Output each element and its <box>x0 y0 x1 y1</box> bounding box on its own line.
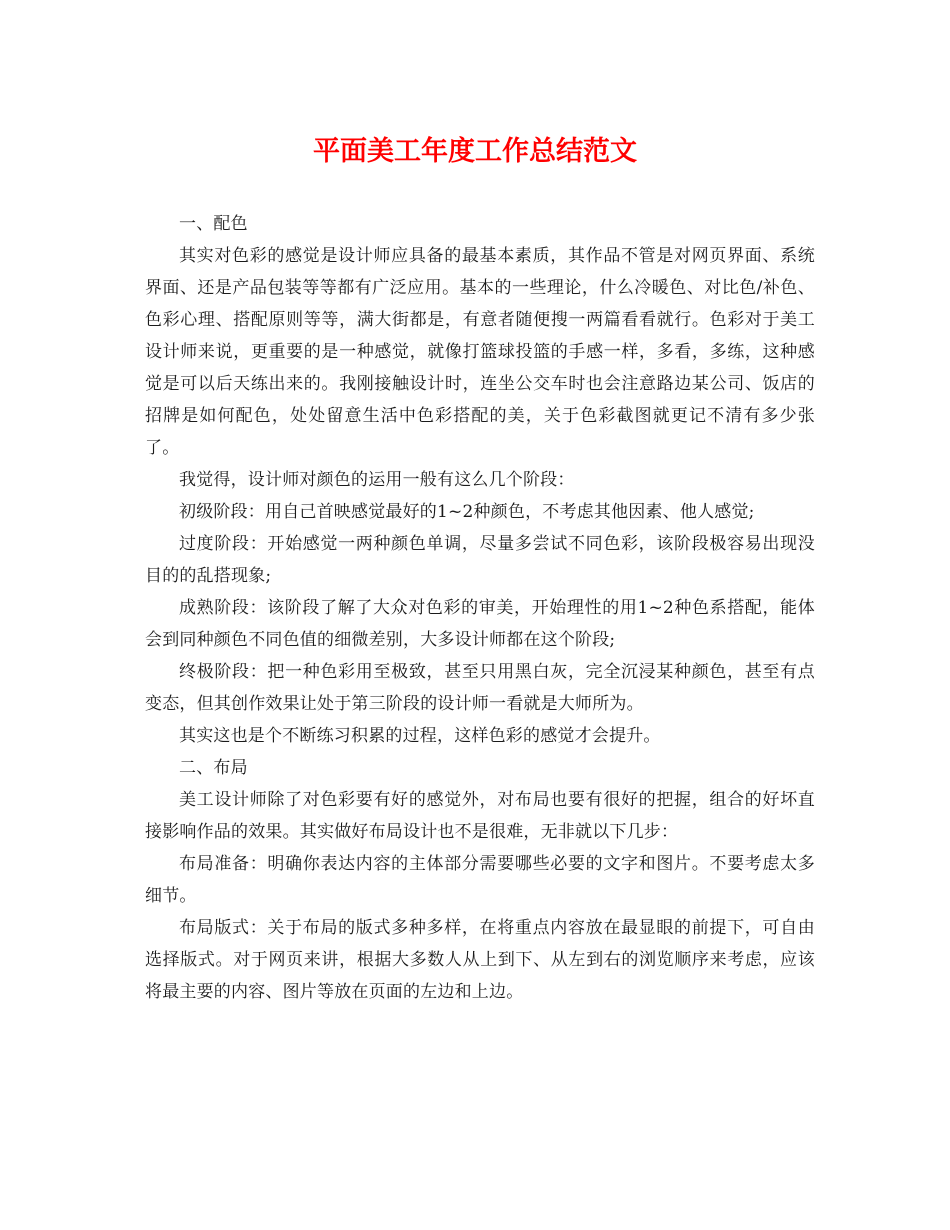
paragraph-color-stages-intro: 我觉得，设计师对颜色的运用一般有这么几个阶段： <box>179 470 575 490</box>
paragraph-color-summary: 其实这也是个不断练习积累的过程，这样色彩的感觉才会提升。 <box>179 726 661 746</box>
paragraph-layout-format: 布局版式：关于布局的版式多种多样，在将重点内容放在最显眼的前提下，可自由选择版式。对于网页来讲，根据大多数人从上到下、从左到右的浏览顺序来考虑，应该将最主要的内容、图片等放在页面的左边和上边。 <box>145 918 815 1002</box>
paragraph-layout-intro: 美工设计师除了对色彩要有好的感觉外，对布局也要有很好的把握，组合的好坏直接影响作品的效果。其实做好布局设计也不是很难，无非就以下几步： <box>145 790 815 842</box>
paragraph-stage-transition: 过度阶段：开始感觉一两种颜色单调，尽量多尝试不同色彩，该阶段极容易出现没目的的乱搭现象; <box>145 534 815 586</box>
paragraph-color-intro: 其实对色彩的感觉是设计师应具备的最基本素质，其作品不管是对网页界面、系统界面、还是产品包装等等都有广泛应用。基本的一些理论，什么冷暖色、对比色/补色、色彩心理、搭配原则等等，满大街都是，有意者随便搜一两篇看看就行。色彩对于美工设计师来说，更重要的是一种感觉，就像打篮球投篮的手感一样，多看，多练，这种感觉是可以后天练出来的。我刚接触设计时，连坐公交车时也会注意路边某公司、饭店的招牌是如何配色，处处留意生活中色彩搭配的美，关于色彩截图就更记不清有多少张了。 <box>145 246 815 458</box>
document-body <box>145 208 815 1008</box>
paragraph-stage-ultimate: 终极阶段：把一种色彩用至极致，甚至只用黑白灰，完全沉浸某种颜色，甚至有点变态，但其创作效果让处于第三阶段的设计师一看就是大师所为。 <box>145 662 815 714</box>
paragraph-stage-beginner: 初级阶段：用自己首映感觉最好的1~2种颜色，不考虑其他因素、他人感觉; <box>179 502 755 522</box>
paragraph-layout-preparation: 布局准备：明确你表达内容的主体部分需要哪些必要的文字和图片。不要考虑太多细节。 <box>145 854 815 906</box>
paragraph-stage-mature: 成熟阶段：该阶段了解了大众对色彩的审美，开始理性的用1~2种色系搭配，能体会到同种颜色不同色值的细微差别，大多设计师都在这个阶段; <box>145 598 815 650</box>
section-heading-color: 一、配色 <box>179 214 248 234</box>
section-heading-layout: 二、布局 <box>179 758 248 778</box>
document-title: 平面美工年度工作总结范文 <box>313 136 637 167</box>
